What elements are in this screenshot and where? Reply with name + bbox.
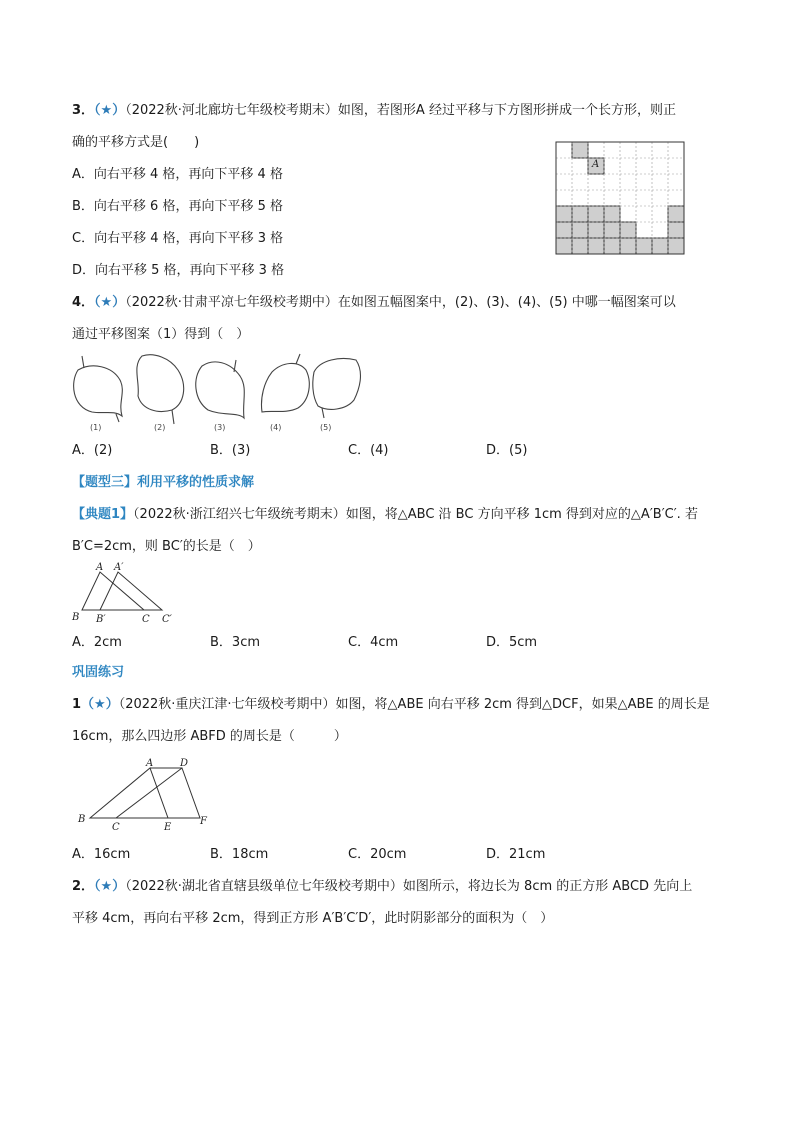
leaf-caption-5: (5) [320,423,332,432]
p1-label-e: E [164,822,172,833]
ex1-option-a: A．2cm [72,635,122,650]
q3-grid-figure [556,142,686,256]
p1-option-d: D．21cm [486,847,546,862]
p1-text1: （2022秋·重庆江津·七年级校考期中）如图，将△ABE 向右平移 2cm 得到△DCF，如果△ABE 的周长是 [118,697,710,712]
practice-title: 巩固练习 [72,665,125,680]
grid-cell [556,222,572,238]
p1-label-b: B [78,814,86,825]
ex1-tag: 【典题1】 [72,507,134,522]
p2-text1: （2022秋·湖北省直辖县级单位七年级校考期中）如图所示，将边长为 8cm 的正方形 ABCD 先向上 [125,879,693,894]
ex1-text1: （2022秋·浙江绍兴七年级统考期末）如图，将△ABC 沿 BC 方向平移 1cm 得到对应的△A′B′C′. 若 [133,507,698,522]
grid-cell [652,238,668,254]
q4-line2: 通过平移图案（1）得到（ ） [72,327,250,342]
ex1-label-a2: A′ [114,562,124,573]
ex1-option-d: D．5cm [486,635,538,650]
leaf-5 [313,359,361,419]
grid-cell [668,222,684,238]
p1-figure [76,758,216,832]
grid-cell [588,206,604,222]
q3-option-a: A．向右平移 4 格，再向下平移 4 格 [72,167,283,182]
p1-option-b: B．18cm [210,847,269,862]
grid-cell [572,222,588,238]
p1-option-c: C．20cm [348,847,407,862]
p2-star: （★） [94,879,126,894]
ex1-label-a: A [96,562,104,573]
p1-label-f: F [200,816,207,827]
ex1-label-b2: B′ [96,614,106,625]
grid-cell [668,206,684,222]
grid-cell [604,238,620,254]
grid-cell [572,206,588,222]
leaf-1 [74,356,123,422]
p1-label-a: A [146,758,154,769]
leaf-3 [196,360,245,418]
ex1-option-b: B．3cm [210,635,261,650]
p1-number: 1 [72,697,82,712]
ex1-line1 [72,506,698,524]
grid-cell [620,222,636,238]
p1-label-d: D [180,758,189,769]
grid-cell [620,238,636,254]
q4-option-b: B．(3) [210,443,251,458]
grid-cell [588,238,604,254]
ex1-label-c2: C′ [162,614,172,625]
q4-option-c: C．(4) [348,443,389,458]
ex1-option-c: C．4cm [348,635,399,650]
q3-star: （★） [94,103,126,118]
grid-cell [636,238,652,254]
ex1-triangle-figure [72,562,184,624]
p2-number: 2． [72,879,95,894]
ex1-label-c: C [142,614,150,625]
q3-line1 [72,102,676,120]
ex1-line2: B′C=2cm，则 BC′的长是（ ） [72,539,261,554]
q3-option-d: D．向右平移 5 格，再向下平移 3 格 [72,263,285,278]
q4-text1: （2022秋·甘肃平凉七年级校考期中）在如图五幅图案中，(2)、(3)、(4)、(5) 中哪一幅图案可以 [125,295,676,310]
q3-option-b: B．向右平移 6 格，再向下平移 5 格 [72,199,283,214]
q4-line1 [72,294,676,312]
q3-text1: （2022秋·河北廊坊七年级校考期末）如图，若图形A 经过平移与下方图形拼成一个长方形，则正 [125,103,676,118]
leaf-caption-3: (3) [214,423,226,432]
grid-cell [572,238,588,254]
ex1-label-b: B [72,612,80,623]
q3-option-c: C．向右平移 4 格，再向下平移 3 格 [72,231,284,246]
q4-number: 4． [72,295,95,310]
p1-option-a: A．16cm [72,847,131,862]
q3-shape-label: A [592,159,600,170]
leaf-caption-4: (4) [270,423,282,432]
p1-line2: 16cm，那么四边形 ABFD 的周长是（ ） [72,729,347,744]
p1-label-c: C [112,822,120,833]
grid-cell [668,238,684,254]
leaf-2 [137,355,184,424]
q4-option-a: A．(2) [72,443,113,458]
p2-line2: 平移 4cm，再向右平移 2cm，得到正方形 A′B′C′D′，此时阴影部分的面积为（ ） [72,911,554,926]
section3-title: 【题型三】利用平移的性质求解 [72,475,255,490]
grid-cell [572,142,588,158]
p1-star: （★） [81,697,119,712]
q3-number: 3． [72,103,95,118]
p2-line1 [72,878,692,896]
grid-cell [604,222,620,238]
q4-star: （★） [94,295,126,310]
grid-cell [604,206,620,222]
grid-cell [556,238,572,254]
q4-option-d: D．(5) [486,443,528,458]
q4-leaf-figures [70,352,370,432]
p1-line1 [72,696,710,714]
leaf-caption-2: (2) [154,423,166,432]
grid-cell [556,206,572,222]
leaf-caption-1: (1) [90,423,102,432]
q3-line2: 确的平移方式是( ) [72,135,200,150]
leaf-4 [261,354,309,412]
grid-cell [588,222,604,238]
